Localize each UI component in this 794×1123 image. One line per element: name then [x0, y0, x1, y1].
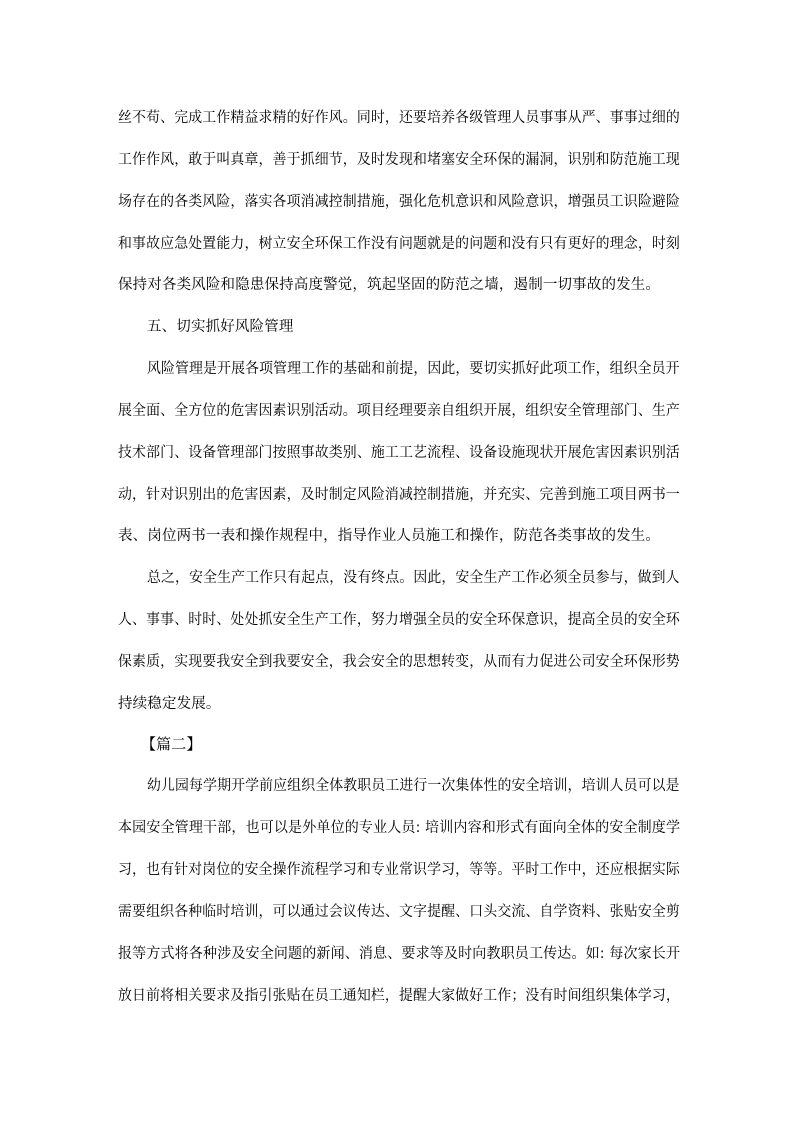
paragraph-line: 幼儿园每学期开学前应组织全体教职员工进行一次集体性的安全培训，培训人员可以是	[147, 778, 680, 794]
section-heading-part-two: 【篇二】	[141, 735, 202, 753]
paragraph-line: 本园安全管理干部，也可以是外单位的专业人员: 培训内容和形式有面向全体的安全制度学	[118, 820, 681, 836]
paragraph-line: 和事故应急处置能力，树立安全环保工作没有问题就是的问题和没有只有更好的理念，时刻	[118, 236, 680, 252]
paragraph-line: 表、岗位两书一表和操作规程中，指导作业人员施工和操作，防范各类事故的发生。	[118, 528, 661, 544]
paragraph-line: 人、事事、时时、处处抓安全生产工作，努力增强全员的安全环保意识，提高全员的安全环	[118, 612, 680, 628]
paragraph-line: 习，也有针对岗位的安全操作流程学习和专业常识学习，等等。平时工作中，还应根据实际	[118, 862, 680, 878]
paragraph-line: 放日前将相关要求及指引张贴在员工通知栏，提醒大家做好工作；没有时间组织集体学习，	[118, 988, 680, 1004]
paragraph-line: 保素质，实现要我安全到我要安全，我会安全的思想转变，从而有力促进公司安全环保形势	[118, 654, 680, 670]
paragraph-line: 技术部门、设备管理部门按照事故类别、施工工艺流程、设备设施现状开展危害因素识别活	[118, 445, 680, 461]
paragraph-line: 持续稳定发展。	[118, 696, 221, 712]
paragraph-line: 报等方式将各种涉及安全问题的新闻、消息、要求等及时向教职员工传达。如: 每次家长开	[118, 946, 681, 962]
paragraph-line: 风险管理是开展各项管理工作的基础和前提，因此，要切实抓好此项工作，组织全员开	[147, 361, 680, 377]
section-heading: 五、切实抓好风险管理	[147, 319, 294, 335]
paragraph-line: 保持对各类风险和隐患保持高度警觉，筑起坚固的防范之墙，遏制一切事故的发生。	[118, 277, 661, 293]
paragraph-line: 丝不苟、完成工作精益求精的好作风。同时，还要培养各级管理人员事事从严、事事过细的	[118, 110, 680, 126]
paragraph-line: 工作作风，敢于叫真章，善于抓细节，及时发现和堵塞安全环保的漏洞，识别和防范施工现	[118, 152, 680, 168]
paragraph-line: 场存在的各类风险，落实各项消减控制措施，强化危机意识和风险意识，增强员工识险避险	[118, 194, 680, 210]
paragraph-line: 需要组织各种临时培训，可以通过会议传达、文字提醒、口头交流、自学资料、张贴安全剪	[118, 904, 680, 920]
paragraph-line: 展全面、全方位的危害因素识别活动。项目经理要亲自组织开展，组织安全管理部门、生产	[118, 403, 680, 419]
paragraph-line: 总之，安全生产工作只有起点，没有终点。因此，安全生产工作必须全员参与，做到人	[147, 570, 680, 586]
paragraph-line: 动，针对识别出的危害因素，及时制定风险消减控制措施，并充实、完善到施工项目两书一	[118, 487, 680, 503]
